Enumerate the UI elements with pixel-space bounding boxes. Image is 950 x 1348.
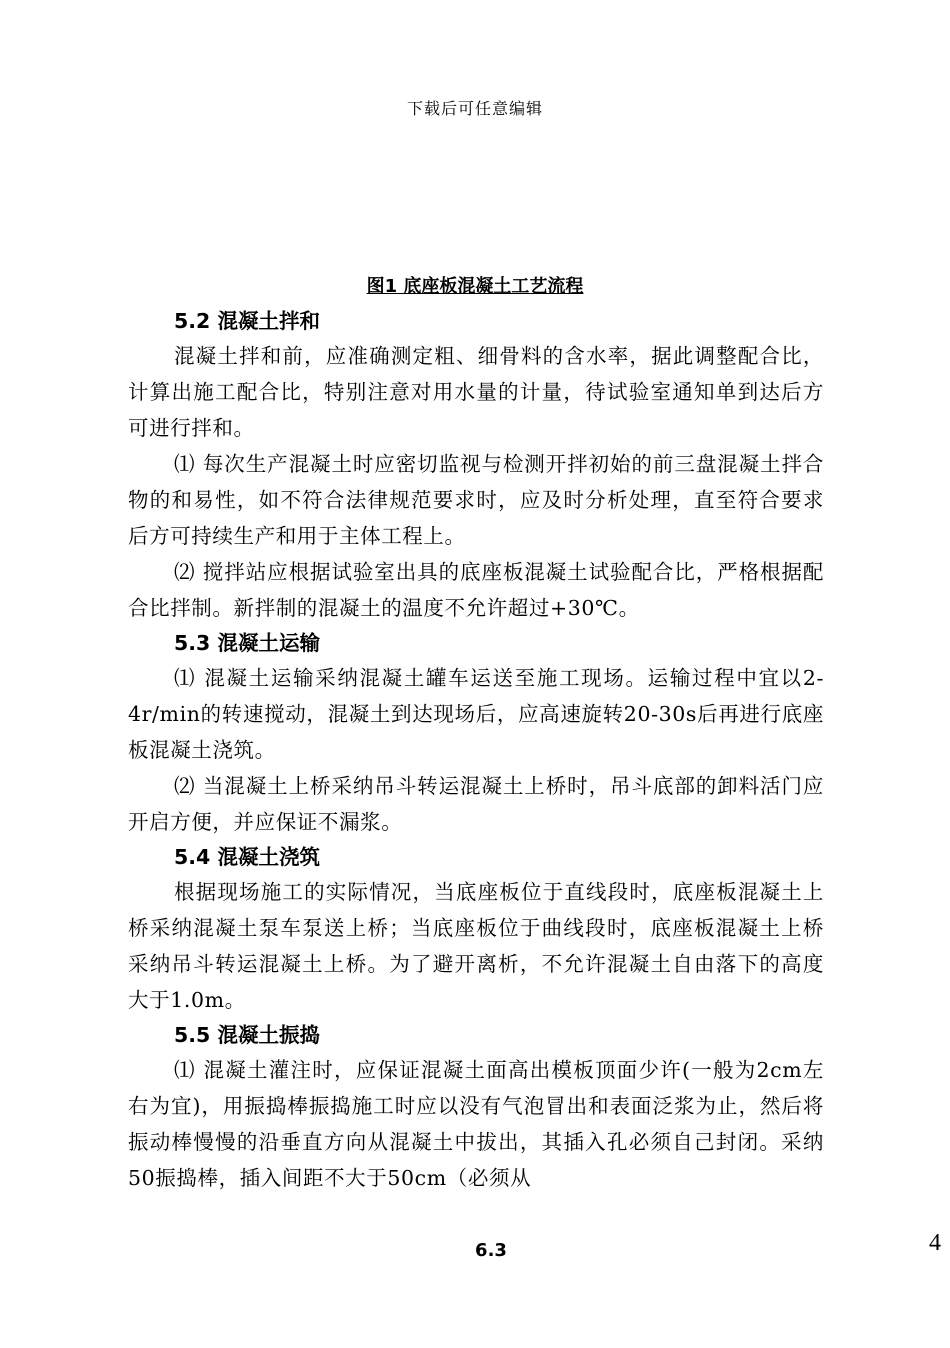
section-5-3: [128, 626, 824, 840]
figure-title: 底座板混凝土工艺流程: [403, 276, 584, 297]
paragraph: ⑴ 混凝土运输采纳混凝土罐车运送至施工现场。运输过程中宜以2-4r/min的转速搅动，混凝土到达现场后，应高速旋转20-30s后再进行底座板混凝土浇筑。: [128, 666, 824, 762]
section-heading: 5.4 混凝土浇筑: [174, 845, 320, 869]
paragraph: ⑵ 当混凝土上桥采纳吊斗转运混凝土上桥时，吊斗底部的卸料活门应开启方便，并应保证不漏浆。: [128, 774, 824, 834]
page-number: 4: [929, 1230, 941, 1256]
download-note: 下载后可任意编辑: [406, 99, 543, 118]
section-heading: 5.5 混凝土振捣: [174, 1023, 320, 1047]
paragraph: 根据现场施工的实际情况，当底座板位于直线段时，底座板混凝土上桥采纳混凝土泵车泵送上桥；当底座板位于曲线段时，底座板混凝土上桥采纳吊斗转运混凝土上桥。为了避开离析，不允许混凝土自由落下的高度大于1.0m。: [128, 880, 824, 1012]
document-body: [128, 304, 824, 1196]
paragraph: ⑴ 混凝土灌注时，应保证混凝土面高出模板顶面少许(一般为2cm左右为宜)，用振捣棒振捣施工时应以没有气泡冒出和表面泛浆为止，然后将振动棒慢慢的沿垂直方向从混凝土中拔出，其插入孔必须自己封闭。采纳50振捣棒，插入间距不大于50cm（必须从: [128, 1058, 824, 1190]
section-5-5: [128, 1018, 824, 1196]
figure-caption-text: [367, 276, 584, 297]
section-5-4: [128, 840, 824, 1018]
figure-caption: [0, 272, 950, 298]
paragraph: ⑴ 每次生产混凝土时应密切监视与检测开拌初始的前三盘混凝土拌合物的和易性，如不符合法律规范要求时，应及时分析处理，直至符合要求后方可持续生产和用于主体工程上。: [128, 452, 824, 548]
figure-number: 图1: [366, 276, 398, 297]
footer-label: 6.3: [475, 1240, 507, 1261]
paragraph: ⑵ 搅拌站应根据试验室出具的底座板混凝土试验配合比，严格根据配合比拌制。新拌制的混凝土的温度不允许超过+30℃。: [128, 560, 824, 620]
paragraph: 混凝土拌和前，应准确测定粗、细骨料的含水率，据此调整配合比，计算出施工配合比，特别注意对用水量的计量，待试验室通知单到达后方可进行拌和。: [128, 344, 824, 440]
section-heading: 5.3 混凝土运输: [174, 631, 320, 655]
section-heading: 5.2 混凝土拌和: [174, 309, 320, 333]
section-5-2: [128, 304, 824, 626]
